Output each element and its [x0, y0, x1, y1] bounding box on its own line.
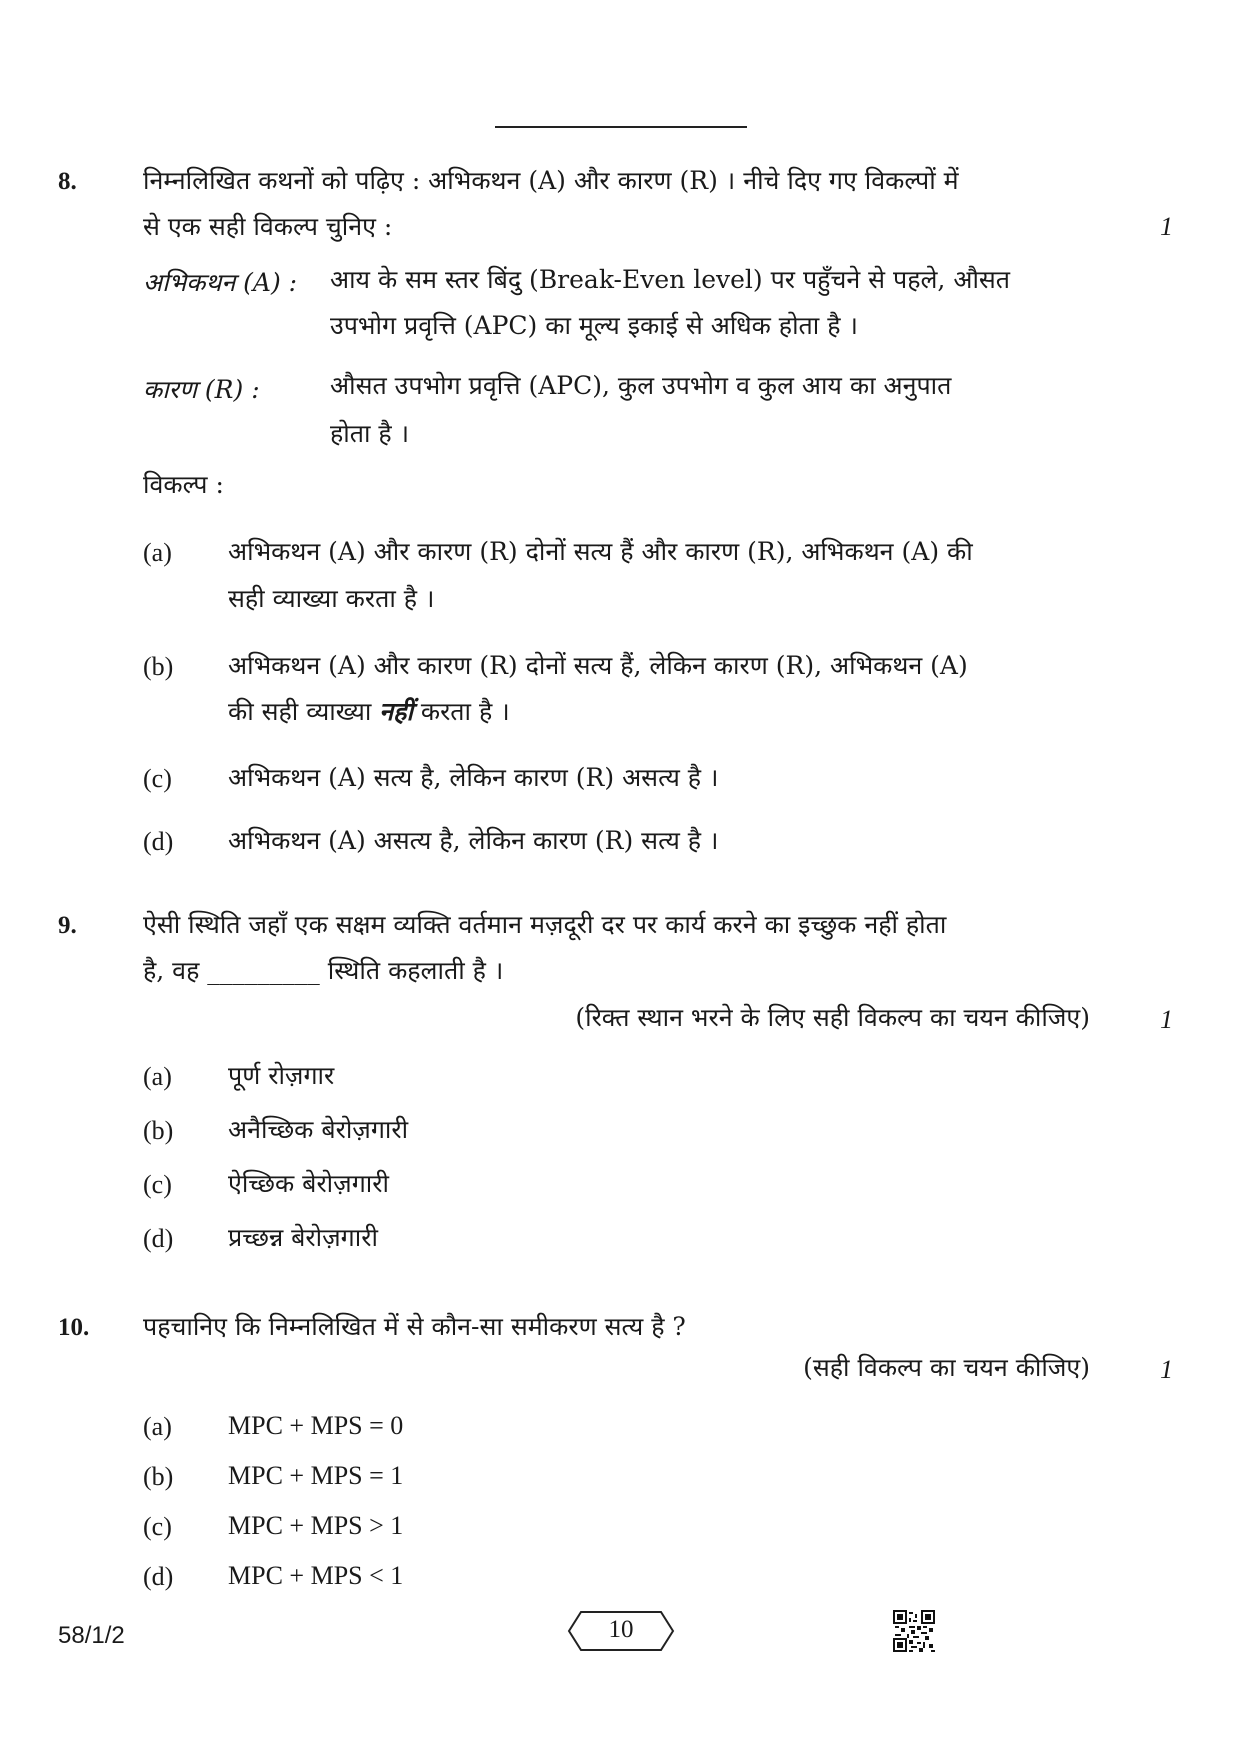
q10-option-b-letter: (b)	[143, 1462, 174, 1491]
q10-marks: 1	[1160, 1355, 1173, 1384]
q8-option-c-text: अभिकथन (A) सत्य है, लेकिन कारण (R) असत्य है ।	[228, 763, 719, 792]
page-number: 10	[608, 1616, 634, 1643]
qr-code-icon	[893, 1610, 935, 1652]
q9-marks: 1	[1160, 1005, 1173, 1034]
q8-assertion-label: अभिकथन (A) :	[143, 268, 298, 297]
q10-option-c-letter: (c)	[143, 1512, 172, 1541]
q8-option-b-line2: की सही व्याख्या नहीं करता है ।	[228, 697, 510, 726]
q9-option-a-letter: (a)	[143, 1062, 172, 1091]
q8-option-b-line1: अभिकथन (A) और कारण (R) दोनों सत्य हैं, लेकिन कारण (R), अभिकथन (A)	[228, 651, 968, 680]
q9-option-b-letter: (b)	[143, 1116, 174, 1145]
q8-option-b-letter: (b)	[143, 652, 174, 681]
q8-assertion-line1: आय के सम स्तर बिंदु (Break-Even level) पर पहुँचने से पहले, औसत	[330, 265, 1011, 294]
q8-options-heading: विकल्प :	[143, 470, 224, 499]
q10-option-d-letter: (d)	[143, 1562, 174, 1591]
q9-option-d-text: प्रच्छन्न बेरोज़गारी	[228, 1223, 378, 1252]
q8-option-d-letter: (d)	[143, 827, 174, 856]
q9-option-c-letter: (c)	[143, 1170, 172, 1199]
q8-line1: निम्नलिखित कथनों को पढ़िए : अभिकथन (A) और कारण (R) । नीचे दिए गए विकल्पों में	[143, 166, 959, 195]
q9-option-d-letter: (d)	[143, 1224, 174, 1253]
q8-option-d-text: अभिकथन (A) असत्य है, लेकिन कारण (R) सत्य है ।	[228, 826, 719, 855]
q10-number: 10.	[58, 1314, 90, 1341]
q10-line1: पहचानिए कि निम्नलिखित में से कौन-सा समीकरण सत्य है ?	[143, 1312, 686, 1341]
top-rule	[495, 126, 747, 128]
q8-reason-label: कारण (R) :	[143, 375, 260, 404]
q8-option-c-letter: (c)	[143, 764, 172, 793]
q8-option-a-line1: अभिकथन (A) और कारण (R) दोनों सत्य हैं और कारण (R), अभिकथन (A) की	[228, 537, 973, 566]
q8-marks: 1	[1160, 212, 1173, 241]
q10-option-d-text: MPC + MPS < 1	[228, 1561, 404, 1590]
q10-option-a-text: MPC + MPS = 0	[228, 1411, 404, 1440]
page-number-badge	[567, 1610, 675, 1652]
q9-option-b-text: अनैच्छिक बेरोज़गारी	[228, 1115, 409, 1144]
q10-instruction: (सही विकल्प का चयन कीजिए)	[803, 1353, 1090, 1382]
q8-option-a-letter: (a)	[143, 538, 172, 567]
q8-reason-line1: औसत उपभोग प्रवृत्ति (APC), कुल उपभोग व कुल आय का अनुपात	[330, 371, 952, 400]
q10-option-b-text: MPC + MPS = 1	[228, 1461, 404, 1490]
q9-line1: ऐसी स्थिति जहाँ एक सक्षम व्यक्ति वर्तमान मज़दूरी दर पर कार्य करने का इच्छुक नहीं होता	[143, 910, 947, 939]
q9-instruction: (रिक्त स्थान भरने के लिए सही विकल्प का चयन कीजिए)	[575, 1003, 1090, 1032]
q8-assertion-line2: उपभोग प्रवृत्ति (APC) का मूल्य इकाई से अधिक होता है ।	[330, 311, 858, 340]
q10-option-c-text: MPC + MPS > 1	[228, 1511, 404, 1540]
q9-option-c-text: ऐच्छिक बेरोज़गारी	[228, 1169, 389, 1198]
q9-line2: है, वह _________ स्थिति कहलाती है ।	[143, 956, 504, 985]
q8-reason-line2: होता है ।	[330, 419, 410, 448]
q10-option-a-letter: (a)	[143, 1412, 172, 1441]
q9-option-a-text: पूर्ण रोज़गार	[228, 1061, 335, 1090]
q8-number: 8.	[58, 168, 77, 195]
q8-option-a-line2: सही व्याख्या करता है ।	[228, 584, 435, 613]
q9-number: 9.	[58, 912, 77, 939]
emphasis-not: नहीं	[379, 697, 413, 726]
q8-line2: से एक सही विकल्प चुनिए :	[143, 212, 393, 241]
paper-code: 58/1/2	[58, 1622, 125, 1649]
